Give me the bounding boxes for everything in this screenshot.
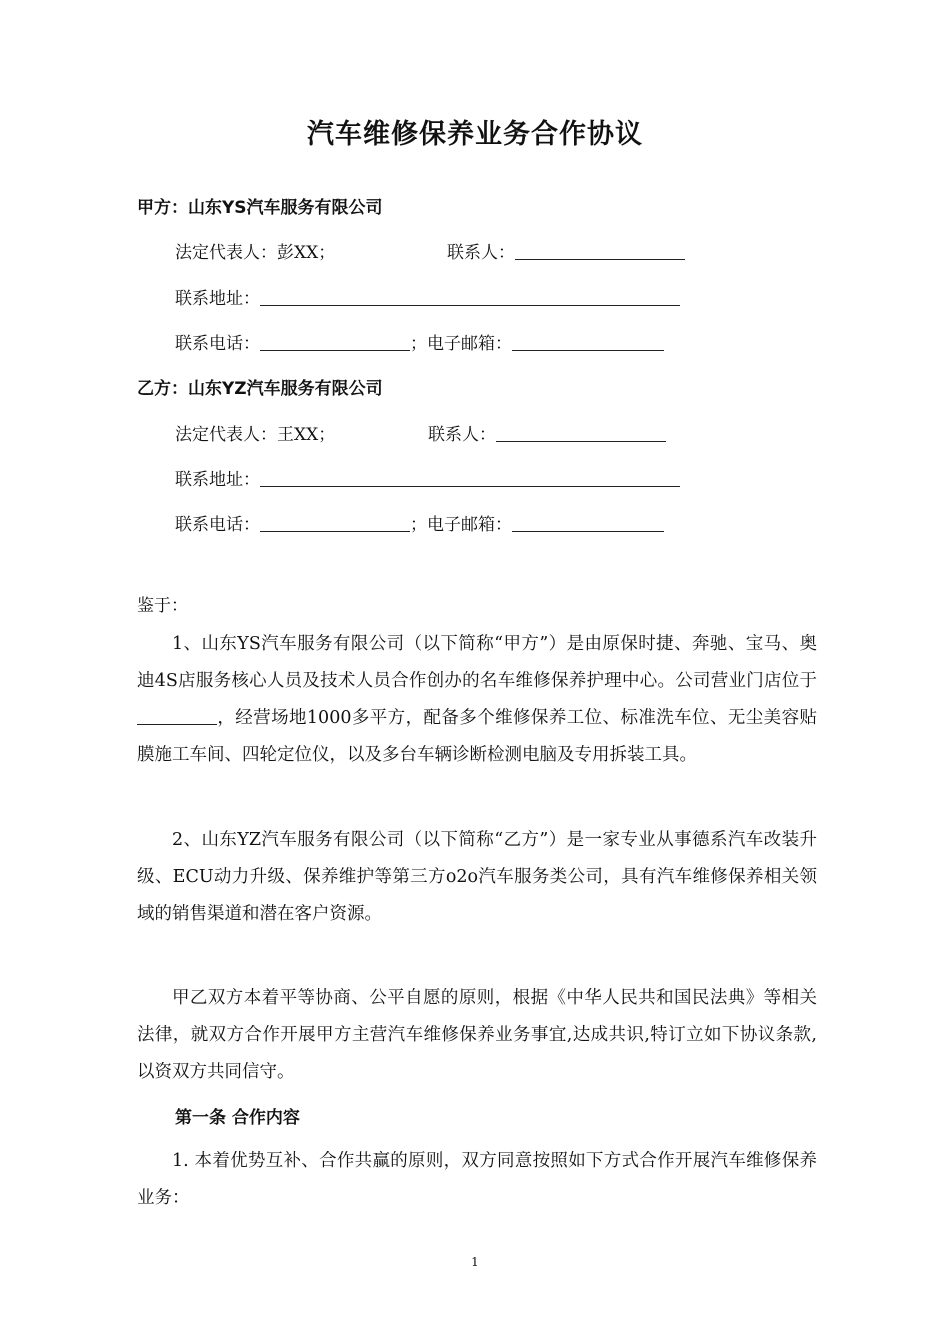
party-a-address-blank [260,289,680,306]
party-a-legal-rep: 法定代表人：彭XX； [175,243,336,263]
party-a-contact-blank [515,243,685,260]
party-a-address-label: 联系地址： [175,289,260,309]
whereas-label: 鉴于： [137,596,188,616]
recital-1-part-b: ，经营场地1000多平方，配备多个维修保养工位、标准洗车位、无尘美容贴膜施工车间、四轮定位仪，以及多台车辆诊断检测电脑及专用拆装工具。 [137,708,817,765]
party-a-email-label: ；电子邮箱： [410,334,512,354]
agreement-preamble: 甲乙双方本着平等协商、公平自愿的原则，根据《中华人民共和国民法典》等相关法律，就双方合作开展甲方主营汽车维修保养业务事宜,达成共识,特订立如下协议条款,以资双方共同信守。 [137,988,817,1082]
party-b-phone-row [175,510,664,535]
party-b-address-blank [260,470,680,487]
recital-paragraph-2: 2、山东YZ汽车服务有限公司（以下简称“乙方”）是一家专业从事德系汽车改装升级、ECU动力升级、保养维护等第三方o2o汽车服务类公司，具有汽车维修保养相关领域的销售渠道和潜在客户资源。 [137,830,817,924]
recital-1-part-a: 1、山东YS汽车服务有限公司（以下简称“甲方”）是由原保时捷、奔驰、宝马、奥迪4S店服务核心人员及技术人员合作创办的名车维修保养护理中心。公司营业门店位于 [137,634,817,691]
party-b-phone-label: 联系电话： [175,515,260,535]
party-b-contact-blank [496,425,666,442]
party-a-contact-row [447,238,685,263]
party-a-phone-label: 联系电话： [175,334,260,354]
party-b-email-blank [512,515,664,532]
party-b-phone-blank [260,515,410,532]
page-number: 1 [471,1255,479,1269]
party-b-heading: 乙方：山东YZ汽车服务有限公司 [137,379,383,399]
store-location-blank [137,708,217,725]
party-b-contact-row [428,420,666,445]
document-title: 汽车维修保养业务合作协议 [307,119,643,150]
party-a-phone-blank [260,334,410,351]
article-1-heading: 第一条 合作内容 [175,1108,300,1128]
party-b-contact-label: 联系人： [428,425,496,445]
party-b-address-label: 联系地址： [175,470,260,490]
party-a-email-blank [512,334,664,351]
party-b-legal-rep: 法定代表人：王XX； [175,425,336,445]
party-a-address-row [175,284,680,309]
article-1-item-1: 1. 本着优势互补、合作共赢的原则，双方同意按照如下方式合作开展汽车维修保养业务： [137,1151,817,1208]
party-b-email-label: ；电子邮箱： [410,515,512,535]
party-a-heading: 甲方：山东YS汽车服务有限公司 [137,198,383,218]
party-a-phone-row [175,329,664,354]
recital-paragraph-1 [137,626,817,774]
party-a-contact-label: 联系人： [447,243,515,263]
party-b-address-row [175,465,680,490]
